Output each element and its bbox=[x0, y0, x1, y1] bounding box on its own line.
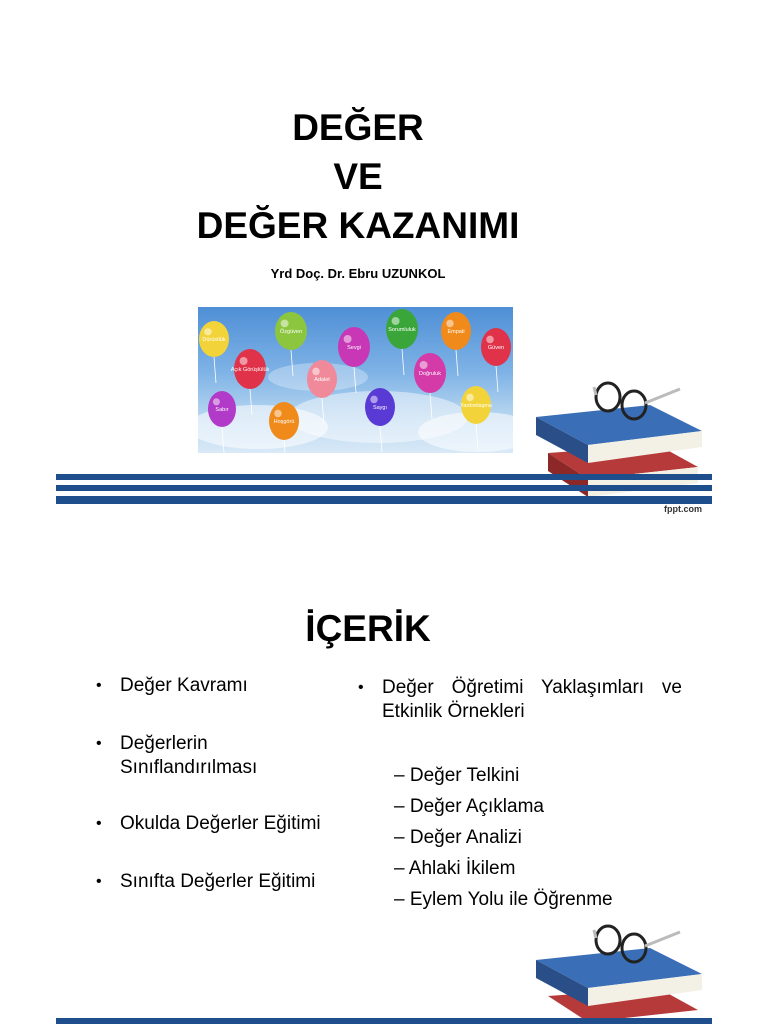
balloon bbox=[441, 312, 471, 376]
title-line-3: DEĞER KAZANIMI bbox=[196, 205, 520, 246]
footer-stripes bbox=[56, 1016, 712, 1024]
balloon bbox=[199, 321, 229, 383]
sub-item: – Ahlaki İkilem bbox=[394, 858, 516, 879]
watermark-text: fppt.com bbox=[664, 504, 702, 514]
author-name: Yrd Doç. Dr. Ebru UZUNKOL bbox=[270, 266, 446, 281]
footer-stripes bbox=[56, 474, 712, 506]
sub-item: – Değer Analizi bbox=[394, 827, 522, 848]
bullet-item: • Değer Öğretimi Yaklaşımları ve Etkinlik Örnekleri bbox=[358, 676, 682, 724]
left-bullet-list bbox=[96, 674, 346, 914]
balloon bbox=[481, 328, 511, 392]
books-glasses-icon bbox=[530, 918, 710, 1018]
sub-item: – Değer Telkini bbox=[394, 765, 520, 786]
balloons-illustration bbox=[198, 307, 513, 453]
balloon-label: Güven bbox=[487, 345, 505, 351]
balloon-label: Özgüven bbox=[279, 329, 303, 335]
right-bullet-list bbox=[358, 676, 708, 916]
balloon-label: Saygı bbox=[372, 405, 388, 411]
sub-item: – Eylem Yolu ile Öğrenme bbox=[394, 889, 613, 910]
balloon-label: Doğruluk bbox=[418, 371, 442, 377]
balloon-label: Sorumluluk bbox=[388, 327, 416, 333]
balloon-label: Hoşgörü bbox=[273, 419, 295, 425]
bullet-item: • Değer Kavramı bbox=[96, 674, 248, 698]
balloon-label: Açık Görüşlülük bbox=[230, 367, 270, 373]
balloon-label: Sevgi bbox=[347, 345, 361, 351]
bullet-item: • Okulda Değerler Eğitimi bbox=[96, 812, 321, 836]
balloon-label: Sabır bbox=[215, 407, 229, 413]
bullet-item: • Değerlerin Sınıflandırılması bbox=[96, 732, 320, 780]
title-line-2: VE bbox=[333, 156, 383, 197]
balloon-label: Yardımlaşma bbox=[460, 403, 492, 409]
sub-item: – Değer Açıklama bbox=[394, 796, 544, 817]
values-balloons-image bbox=[198, 307, 513, 453]
contents-slide bbox=[0, 540, 768, 1024]
title-line-1: DEĞER bbox=[292, 107, 424, 148]
balloon-label: Dürüstlük bbox=[202, 337, 226, 343]
balloon-label: Empati bbox=[447, 329, 465, 335]
balloon-label: Adalet bbox=[314, 377, 330, 383]
slide-heading: İÇERİK bbox=[305, 608, 431, 649]
balloon bbox=[386, 309, 418, 375]
bullet-item: • Sınıfta Değerler Eğitimi bbox=[96, 870, 315, 894]
